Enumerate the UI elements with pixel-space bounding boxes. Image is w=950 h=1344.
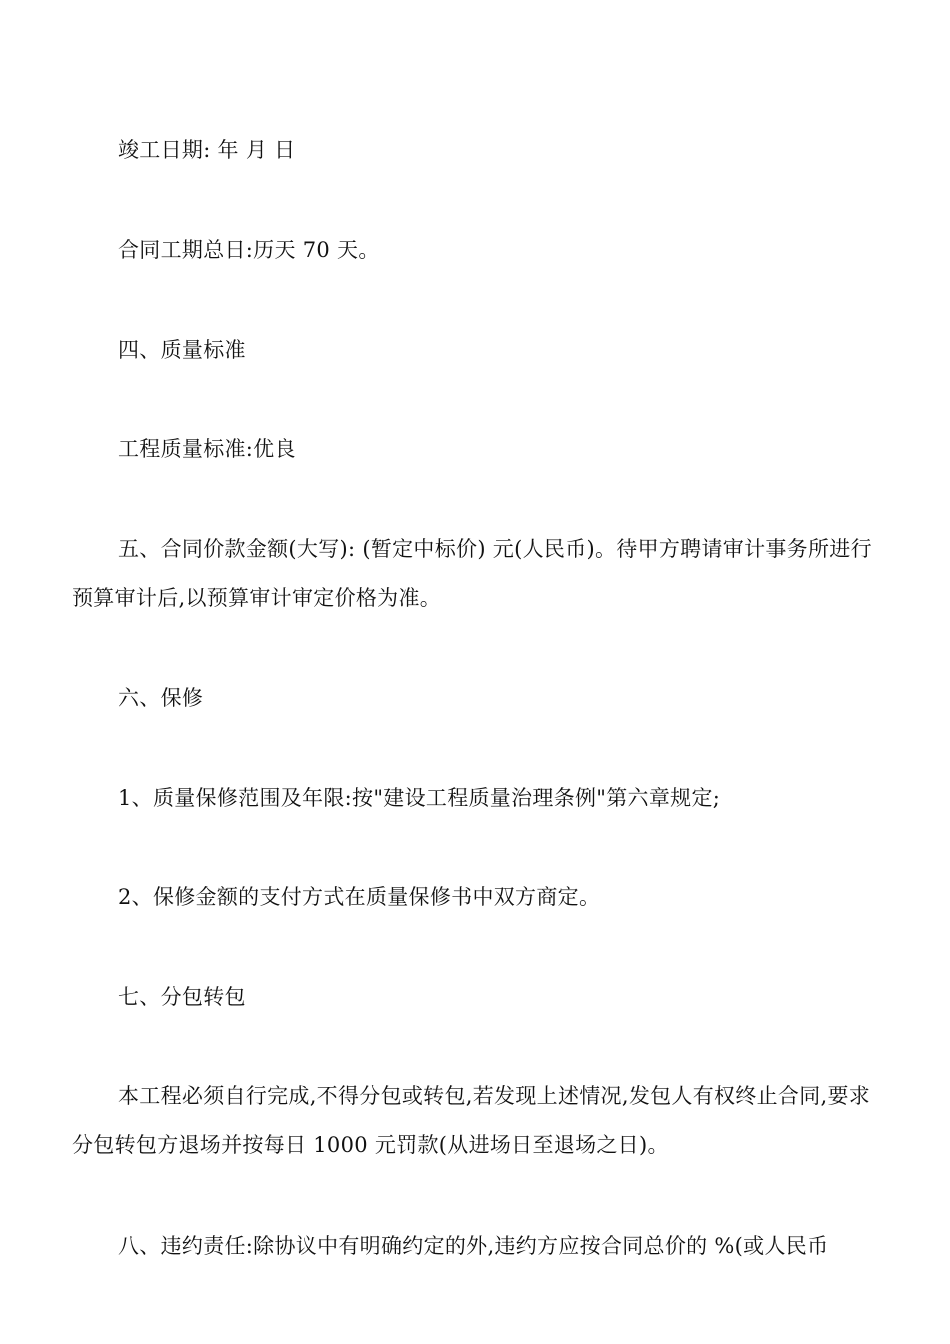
paragraph-warranty-payment: 2、保修金额的支付方式在质量保修书中双方商定。 bbox=[118, 885, 601, 909]
paragraph-contract-period: 合同工期总日:历天 70 天。 bbox=[118, 238, 380, 262]
paragraph-warranty-scope: 1、质量保修范围及年限:按"建设工程质量治理条例"第六章规定; bbox=[118, 786, 721, 810]
paragraph-contract-price: 五、合同价款金额(大写): (暂定中标价) 元(人民币)。待甲方聘请审计事务所进行预算审计后,以预算审计审定价格为准。 bbox=[72, 537, 872, 610]
heading-warranty: 六、保修 bbox=[118, 686, 204, 710]
paragraph-liability: 八、违约责任:除协议中有明确约定的外,违约方应按合同总价的 %(或人民币 bbox=[118, 1234, 829, 1258]
paragraph-completion-date: 竣工日期: 年 月 日 bbox=[118, 138, 296, 162]
heading-subcontracting: 七、分包转包 bbox=[118, 985, 246, 1009]
paragraph-subcontracting: 本工程必须自行完成,不得分包或转包,若发现上述情况,发包人有权终止合同,要求分包转包方退场并按每日 1000 元罚款(从进场日至退场之日)。 bbox=[72, 1084, 871, 1157]
paragraph-quality-standard: 工程质量标准:优良 bbox=[118, 437, 296, 461]
heading-quality-standard: 四、质量标准 bbox=[118, 338, 246, 362]
